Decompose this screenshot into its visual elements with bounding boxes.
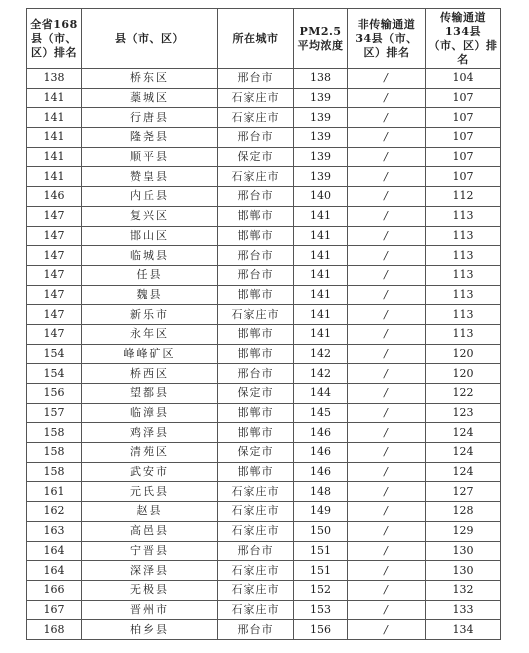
cell-pm25: 139: [294, 167, 348, 187]
cell-county: 赵县: [82, 502, 218, 522]
cell-rank-channel: 124: [426, 462, 501, 482]
cell-city: 邢台市: [218, 265, 294, 285]
cell-pm25: 139: [294, 147, 348, 167]
cell-county: 鸡泽县: [82, 423, 218, 443]
cell-city: 邢台市: [218, 541, 294, 561]
table-header: [27, 9, 501, 69]
table-row: [27, 561, 501, 581]
cell-county: 深泽县: [82, 561, 218, 581]
cell-county: 永年区: [82, 324, 218, 344]
cell-county: 武安市: [82, 462, 218, 482]
cell-county: 行唐县: [82, 108, 218, 128]
cell-rank-channel: 112: [426, 187, 501, 207]
cell-county: 邯山区: [82, 226, 218, 246]
cell-rank-channel: 113: [426, 246, 501, 266]
cell-rank-channel: 130: [426, 561, 501, 581]
cell-rank-non-channel: /: [348, 265, 426, 285]
cell-county: 临城县: [82, 246, 218, 266]
cell-rank-non-channel: /: [348, 403, 426, 423]
cell-county: 顺平县: [82, 147, 218, 167]
cell-county: 高邑县: [82, 521, 218, 541]
cell-city: 石家庄市: [218, 88, 294, 108]
cell-pm25: 141: [294, 305, 348, 325]
cell-rank-non-channel: /: [348, 206, 426, 226]
cell-city: 石家庄市: [218, 580, 294, 600]
cell-rank-non-channel: /: [348, 384, 426, 404]
cell-pm25: 141: [294, 226, 348, 246]
cell-county: 清苑区: [82, 443, 218, 463]
cell-rank-non-channel: /: [348, 305, 426, 325]
table-row: [27, 541, 501, 561]
cell-pm25: 146: [294, 423, 348, 443]
table-row: [27, 265, 501, 285]
cell-rank-channel: 134: [426, 620, 501, 640]
cell-rank-all: 154: [27, 344, 82, 364]
cell-rank-channel: 120: [426, 344, 501, 364]
table-row: [27, 482, 501, 502]
cell-city: 石家庄市: [218, 305, 294, 325]
cell-pm25: 141: [294, 246, 348, 266]
pm25-ranking-table: [26, 8, 501, 640]
cell-pm25: 150: [294, 521, 348, 541]
cell-rank-all: 147: [27, 324, 82, 344]
cell-pm25: 141: [294, 324, 348, 344]
table-row: [27, 147, 501, 167]
header-rank-non-channel: 非传输通道34县（市、区）排名: [348, 9, 426, 69]
cell-county: 峰峰矿区: [82, 344, 218, 364]
cell-rank-non-channel: /: [348, 167, 426, 187]
cell-city: 邢台市: [218, 246, 294, 266]
cell-rank-non-channel: /: [348, 580, 426, 600]
cell-city: 邯郸市: [218, 423, 294, 443]
cell-city: 石家庄市: [218, 108, 294, 128]
table-row: [27, 187, 501, 207]
cell-county: 魏县: [82, 285, 218, 305]
header-rank-channel: 传输通道134县（市、区）排名: [426, 9, 501, 69]
header-city: 所在城市: [218, 9, 294, 69]
table-row: [27, 423, 501, 443]
table-row: [27, 600, 501, 620]
cell-rank-non-channel: /: [348, 324, 426, 344]
cell-rank-all: 167: [27, 600, 82, 620]
cell-county: 望都县: [82, 384, 218, 404]
cell-rank-all: 147: [27, 285, 82, 305]
cell-rank-all: 158: [27, 462, 82, 482]
cell-pm25: 144: [294, 384, 348, 404]
cell-rank-non-channel: /: [348, 423, 426, 443]
cell-city: 保定市: [218, 384, 294, 404]
cell-county: 晋州市: [82, 600, 218, 620]
cell-pm25: 156: [294, 620, 348, 640]
cell-rank-channel: 120: [426, 364, 501, 384]
cell-rank-channel: 124: [426, 443, 501, 463]
table-row: [27, 226, 501, 246]
cell-city: 邯郸市: [218, 344, 294, 364]
cell-rank-non-channel: /: [348, 600, 426, 620]
cell-pm25: 141: [294, 206, 348, 226]
cell-rank-non-channel: /: [348, 482, 426, 502]
cell-city: 邯郸市: [218, 403, 294, 423]
table-row: [27, 305, 501, 325]
cell-rank-non-channel: /: [348, 88, 426, 108]
cell-rank-all: 164: [27, 561, 82, 581]
cell-city: 石家庄市: [218, 482, 294, 502]
cell-rank-non-channel: /: [348, 364, 426, 384]
cell-county: 隆尧县: [82, 128, 218, 148]
cell-city: 邢台市: [218, 187, 294, 207]
table-row: [27, 324, 501, 344]
cell-county: 无极县: [82, 580, 218, 600]
cell-city: 石家庄市: [218, 167, 294, 187]
header-row: [27, 9, 501, 69]
cell-rank-all: 158: [27, 423, 82, 443]
cell-city: 邯郸市: [218, 206, 294, 226]
cell-pm25: 151: [294, 561, 348, 581]
cell-rank-channel: 113: [426, 206, 501, 226]
cell-city: 邯郸市: [218, 324, 294, 344]
table-row: [27, 128, 501, 148]
table-row: [27, 206, 501, 226]
cell-city: 石家庄市: [218, 600, 294, 620]
cell-rank-all: 146: [27, 187, 82, 207]
cell-rank-all: 141: [27, 167, 82, 187]
cell-city: 保定市: [218, 147, 294, 167]
table-row: [27, 403, 501, 423]
table-row: [27, 462, 501, 482]
cell-rank-channel: 107: [426, 167, 501, 187]
cell-rank-channel: 129: [426, 521, 501, 541]
cell-pm25: 141: [294, 265, 348, 285]
cell-rank-all: 147: [27, 206, 82, 226]
cell-rank-channel: 124: [426, 423, 501, 443]
cell-rank-channel: 113: [426, 285, 501, 305]
cell-rank-non-channel: /: [348, 69, 426, 89]
table-row: [27, 364, 501, 384]
cell-rank-non-channel: /: [348, 108, 426, 128]
cell-city: 邯郸市: [218, 462, 294, 482]
cell-rank-all: 156: [27, 384, 82, 404]
cell-county: 藁城区: [82, 88, 218, 108]
cell-county: 内丘县: [82, 187, 218, 207]
cell-pm25: 138: [294, 69, 348, 89]
cell-pm25: 141: [294, 285, 348, 305]
cell-county: 赞皇县: [82, 167, 218, 187]
cell-rank-non-channel: /: [348, 521, 426, 541]
cell-rank-all: 147: [27, 305, 82, 325]
cell-rank-all: 157: [27, 403, 82, 423]
cell-pm25: 139: [294, 88, 348, 108]
cell-city: 邯郸市: [218, 285, 294, 305]
cell-city: 邯郸市: [218, 226, 294, 246]
table-row: [27, 69, 501, 89]
table-row: [27, 344, 501, 364]
cell-rank-non-channel: /: [348, 502, 426, 522]
cell-pm25: 148: [294, 482, 348, 502]
cell-pm25: 140: [294, 187, 348, 207]
cell-pm25: 151: [294, 541, 348, 561]
cell-rank-non-channel: /: [348, 541, 426, 561]
cell-rank-channel: 130: [426, 541, 501, 561]
cell-rank-channel: 122: [426, 384, 501, 404]
cell-pm25: 149: [294, 502, 348, 522]
cell-pm25: 142: [294, 364, 348, 384]
cell-rank-channel: 104: [426, 69, 501, 89]
cell-rank-non-channel: /: [348, 128, 426, 148]
table-row: [27, 108, 501, 128]
cell-rank-channel: 107: [426, 147, 501, 167]
cell-rank-non-channel: /: [348, 246, 426, 266]
cell-rank-non-channel: /: [348, 620, 426, 640]
table-row: [27, 285, 501, 305]
cell-rank-all: 141: [27, 128, 82, 148]
cell-county: 柏乡县: [82, 620, 218, 640]
cell-rank-all: 166: [27, 580, 82, 600]
cell-pm25: 153: [294, 600, 348, 620]
cell-pm25: 145: [294, 403, 348, 423]
cell-rank-channel: 113: [426, 226, 501, 246]
cell-county: 临漳县: [82, 403, 218, 423]
header-pm25: PM2.5平均浓度: [294, 9, 348, 69]
cell-rank-channel: 128: [426, 502, 501, 522]
cell-city: 石家庄市: [218, 561, 294, 581]
cell-city: 石家庄市: [218, 521, 294, 541]
cell-rank-all: 168: [27, 620, 82, 640]
cell-county: 桥东区: [82, 69, 218, 89]
cell-pm25: 142: [294, 344, 348, 364]
cell-county: 元氏县: [82, 482, 218, 502]
table-body: [27, 69, 501, 640]
cell-rank-non-channel: /: [348, 561, 426, 581]
cell-rank-non-channel: /: [348, 226, 426, 246]
table-row: [27, 167, 501, 187]
cell-rank-channel: 113: [426, 305, 501, 325]
cell-county: 桥西区: [82, 364, 218, 384]
cell-rank-channel: 132: [426, 580, 501, 600]
cell-city: 石家庄市: [218, 502, 294, 522]
cell-rank-non-channel: /: [348, 344, 426, 364]
cell-rank-channel: 107: [426, 128, 501, 148]
cell-county: 宁晋县: [82, 541, 218, 561]
cell-city: 邢台市: [218, 69, 294, 89]
cell-rank-all: 164: [27, 541, 82, 561]
cell-rank-all: 147: [27, 246, 82, 266]
cell-rank-channel: 113: [426, 265, 501, 285]
cell-rank-non-channel: /: [348, 187, 426, 207]
cell-pm25: 152: [294, 580, 348, 600]
cell-rank-all: 161: [27, 482, 82, 502]
cell-city: 邢台市: [218, 128, 294, 148]
cell-rank-channel: 107: [426, 88, 501, 108]
table-row: [27, 246, 501, 266]
cell-rank-channel: 113: [426, 324, 501, 344]
cell-pm25: 146: [294, 443, 348, 463]
header-rank-all: 全省168县（市、区）排名: [27, 9, 82, 69]
cell-rank-all: 147: [27, 265, 82, 285]
cell-rank-all: 162: [27, 502, 82, 522]
cell-rank-non-channel: /: [348, 147, 426, 167]
cell-rank-channel: 127: [426, 482, 501, 502]
cell-rank-all: 154: [27, 364, 82, 384]
cell-pm25: 139: [294, 108, 348, 128]
cell-county: 新乐市: [82, 305, 218, 325]
table-row: [27, 443, 501, 463]
table-row: [27, 521, 501, 541]
cell-rank-non-channel: /: [348, 443, 426, 463]
cell-rank-all: 138: [27, 69, 82, 89]
cell-city: 保定市: [218, 443, 294, 463]
cell-rank-all: 141: [27, 88, 82, 108]
cell-rank-all: 163: [27, 521, 82, 541]
cell-rank-channel: 133: [426, 600, 501, 620]
cell-rank-all: 141: [27, 108, 82, 128]
cell-rank-all: 147: [27, 226, 82, 246]
cell-rank-non-channel: /: [348, 285, 426, 305]
cell-city: 邢台市: [218, 364, 294, 384]
cell-city: 邢台市: [218, 620, 294, 640]
table-row: [27, 384, 501, 404]
cell-rank-non-channel: /: [348, 462, 426, 482]
table-row: [27, 620, 501, 640]
cell-county: 复兴区: [82, 206, 218, 226]
table-row: [27, 580, 501, 600]
cell-rank-channel: 123: [426, 403, 501, 423]
cell-rank-all: 141: [27, 147, 82, 167]
cell-county: 任县: [82, 265, 218, 285]
cell-pm25: 146: [294, 462, 348, 482]
cell-pm25: 139: [294, 128, 348, 148]
cell-rank-channel: 107: [426, 108, 501, 128]
ranking-table-container: [26, 8, 501, 640]
table-row: [27, 502, 501, 522]
table-row: [27, 88, 501, 108]
cell-rank-all: 158: [27, 443, 82, 463]
header-county: 县（市、区）: [82, 9, 218, 69]
